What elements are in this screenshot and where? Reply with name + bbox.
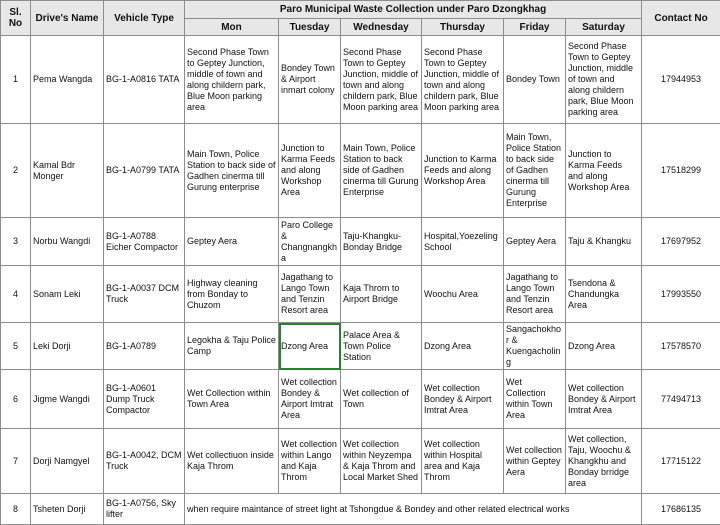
cell-driver[interactable]: Sonam Leki (31, 266, 104, 323)
cell-vehicle[interactable]: BG-1-A0788 Eicher Compactor (104, 218, 185, 266)
cell-contact[interactable]: 17697952 (642, 218, 720, 266)
table-row (1, 218, 720, 266)
cell-mon[interactable]: Geptey Aera (185, 218, 279, 266)
cell-sat[interactable]: Wet collection Bondey & Airport Imtrat Area (566, 370, 642, 429)
table-row (1, 370, 720, 429)
cell-sl-no[interactable]: 4 (1, 266, 31, 323)
header-day-fri[interactable]: Friday (504, 19, 566, 36)
cell-mon[interactable]: Legokha & Taju Police Camp (185, 323, 279, 370)
cell-tue[interactable]: Junction to Karma Feeds and along Workshop Area (279, 124, 341, 218)
cell-sl-no[interactable]: 8 (1, 494, 31, 525)
cell-tue[interactable]: Bondey Town & Airport inmart colony (279, 36, 341, 124)
table-row (1, 36, 720, 124)
cell-sl-no[interactable]: 6 (1, 370, 31, 429)
cell-mon[interactable]: Wet Collection within Town Area (185, 370, 279, 429)
cell-thu[interactable]: Hospital,Yoezeling School (422, 218, 504, 266)
cell-fri[interactable]: Sangachokhor & Kuengacholing (504, 323, 566, 370)
cell-fri[interactable]: Geptey Aera (504, 218, 566, 266)
cell-sat[interactable]: Dzong Area (566, 323, 642, 370)
cell-wed[interactable]: Main Town, Police Station to back side of Gadhen cinerma till Gurung Enterprise (341, 124, 422, 218)
cell-sat[interactable]: Tsendona & Chandungka Area (566, 266, 642, 323)
cell-vehicle[interactable]: BG-1-A0816 TATA (104, 36, 185, 124)
cell-wed[interactable]: Palace Area & Town Police Station (341, 323, 422, 370)
cell-thu[interactable]: Second Phase Town to Geptey Junction, middle of town and along childern park, Blue Moon parking area (422, 36, 504, 124)
cell-tue[interactable]: Wet collection Bondey & Airport Imtrat Area (279, 370, 341, 429)
cell-fri[interactable]: Jagathang to Lango Town and Tenzin Resort area (504, 266, 566, 323)
header-day-mon[interactable]: Mon (185, 19, 279, 36)
cell-vehicle[interactable]: BG-1-A0601 Dump Truck Compactor (104, 370, 185, 429)
cell-sl-no[interactable]: 7 (1, 429, 31, 494)
cell-contact[interactable]: 17686135 (642, 494, 720, 525)
cell-thu[interactable]: Wet collection Bondey & Airport Imtrat Area (422, 370, 504, 429)
cell-driver[interactable]: Norbu Wangdi (31, 218, 104, 266)
cell-mon[interactable]: Highway cleaning from Bonday to Chuzom (185, 266, 279, 323)
cell-fri[interactable]: Wet Collection within Town Area (504, 370, 566, 429)
cell-vehicle[interactable]: BG-1-A0037 DCM Truck (104, 266, 185, 323)
cell-contact[interactable]: 17715122 (642, 429, 720, 494)
header-vehicle[interactable]: Vehicle Type (104, 1, 185, 36)
cell-sat[interactable]: Taju & Khangku (566, 218, 642, 266)
table-row (1, 323, 720, 370)
header-day-tue[interactable]: Tuesday (279, 19, 341, 36)
cell-thu[interactable]: Woochu Area (422, 266, 504, 323)
cell-fri[interactable]: Main Town, Police Station to back side of Gadhen cinerma till Gurung Enterprise (504, 124, 566, 218)
cell-wed[interactable]: Taju-Khangku-Bonday Bridge (341, 218, 422, 266)
cell-contact[interactable]: 17578570 (642, 323, 720, 370)
cell-fri[interactable]: Bondey Town (504, 36, 566, 124)
cell-sat[interactable]: Wet collection, Taju, Woochu & Khangkhu and Bonday brridge area (566, 429, 642, 494)
cell-sl-no[interactable]: 5 (1, 323, 31, 370)
cell-sl-no[interactable]: 1 (1, 36, 31, 124)
header-day-sat[interactable]: Saturday (566, 19, 642, 36)
table-row (1, 124, 720, 218)
cell-mon[interactable]: Main Town, Police Station to back side of Gadhen cinerma till Gurung enterprise (185, 124, 279, 218)
cell-sl-no[interactable]: 2 (1, 124, 31, 218)
cell-driver[interactable]: Jigme Wangdi (31, 370, 104, 429)
cell-driver[interactable]: Dorji Namgyel (31, 429, 104, 494)
table-row (1, 494, 720, 525)
header-day-wed[interactable]: Wednesday (341, 19, 422, 36)
header-title[interactable]: Paro Municipal Waste Collection under Paro Dzongkhag (185, 1, 642, 19)
header-contact[interactable]: Contact No (642, 1, 720, 36)
cell-driver[interactable]: Tsheten Dorji (31, 494, 104, 525)
cell-fri[interactable]: Wet collection within Geptey Aera (504, 429, 566, 494)
cell-mon[interactable]: Second Phase Town to Geptey Junction, middle of town and along childern park, Blue Moon parking area (185, 36, 279, 124)
cell-wed[interactable]: Wet collection of Town (341, 370, 422, 429)
cell-sat[interactable]: Second Phase Town to Geptey Junction, middle of town and along childern park, Blue Moon parking area (566, 36, 642, 124)
cell-driver[interactable]: Kamal Bdr Monger (31, 124, 104, 218)
cell-vehicle[interactable]: BG-1-A0756, Sky lifter (104, 494, 185, 525)
cell-thu[interactable]: Junction to Karma Feeds and along Workshop Area (422, 124, 504, 218)
cell-sat[interactable]: Junction to Karma Feeds and along Workshop Area (566, 124, 642, 218)
cell-wed[interactable]: Second Phase Town to Geptey Junction, middle of town and along childern park, Blue Moon parking area (341, 36, 422, 124)
cell-week-note[interactable]: when require maintance of street light at Tshongdue & Bondey and other related electrical works (185, 494, 642, 525)
cell-wed[interactable]: Kaja Throm to Airport Bridge (341, 266, 422, 323)
cell-contact[interactable]: 17944953 (642, 36, 720, 124)
header-day-thu[interactable]: Thursday (422, 19, 504, 36)
cell-contact[interactable]: 17993550 (642, 266, 720, 323)
cell-sl-no[interactable]: 3 (1, 218, 31, 266)
cell-thu[interactable]: Wet collection within Hospital area and Kaja Throm (422, 429, 504, 494)
cell-vehicle[interactable]: BG-1-A0042, DCM Truck (104, 429, 185, 494)
cell-driver[interactable]: Leki Dorji (31, 323, 104, 370)
cell-tue[interactable]: Wet collection within Lango and Kaja Throm (279, 429, 341, 494)
cell-vehicle[interactable]: BG-1-A0789 (104, 323, 185, 370)
cell-vehicle[interactable]: BG-1-A0799 TATA (104, 124, 185, 218)
table-row (1, 429, 720, 494)
cell-contact[interactable]: 77494713 (642, 370, 720, 429)
cell-tue-selected[interactable]: Dzong Area (279, 323, 341, 370)
cell-contact[interactable]: 17518299 (642, 124, 720, 218)
cell-driver[interactable]: Pema Wangda (31, 36, 104, 124)
header-sl-no[interactable]: Sl. No (1, 1, 31, 36)
cell-mon[interactable]: Wet collectiuon inside Kaja Throm (185, 429, 279, 494)
header-driver[interactable]: Drive's Name (31, 1, 104, 36)
cell-tue[interactable]: Jagathang to Lango Town and Tenzin Resort area (279, 266, 341, 323)
table-row (1, 266, 720, 323)
cell-tue[interactable]: Paro College & Changnangkha (279, 218, 341, 266)
cell-wed[interactable]: Wet collection within Neyzempa & Kaja Throm and Local Market Shed (341, 429, 422, 494)
cell-thu[interactable]: Dzong Area (422, 323, 504, 370)
